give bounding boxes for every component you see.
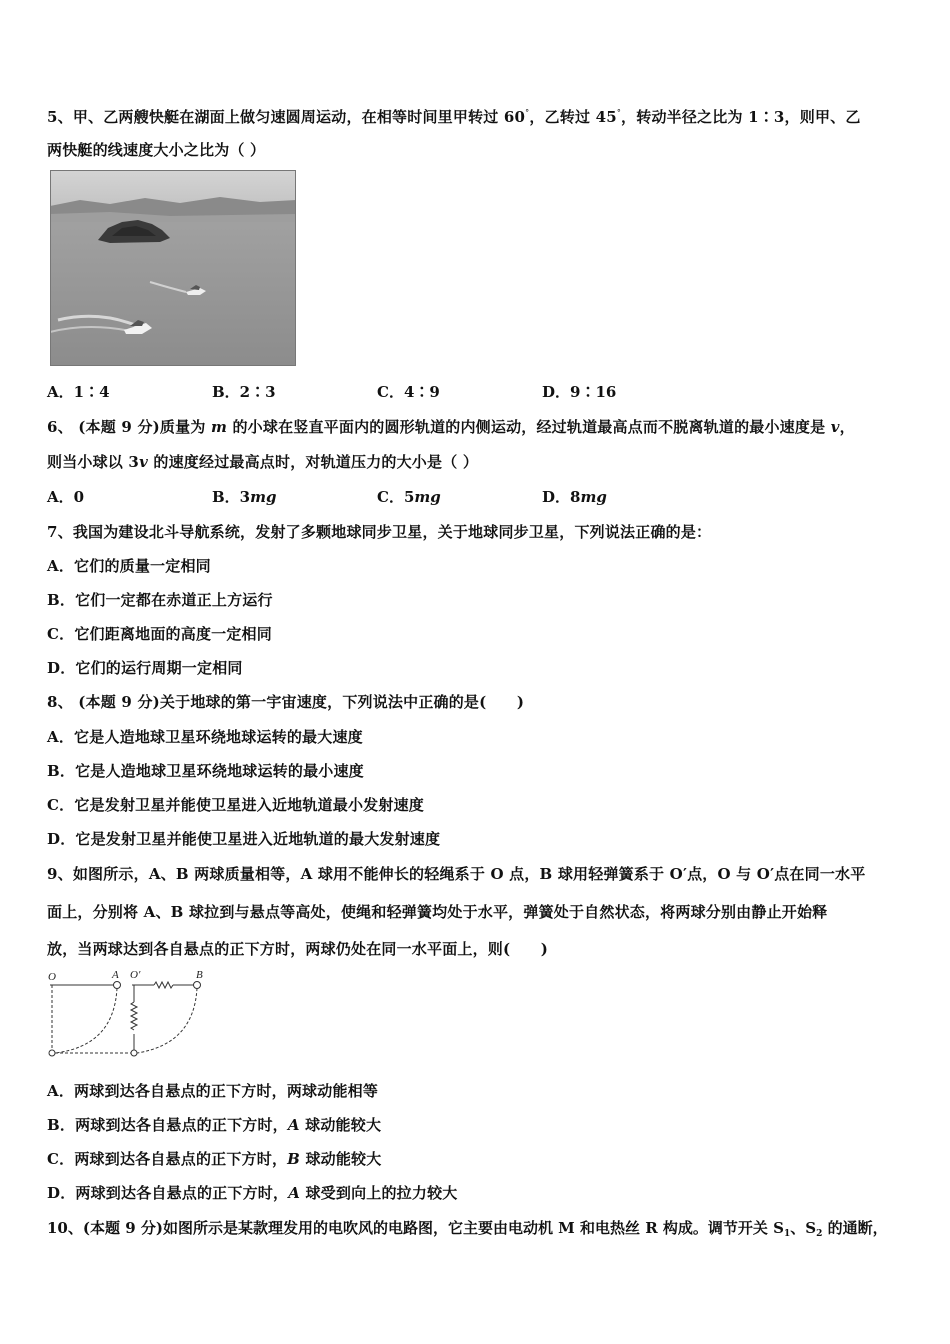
- spring-horizontal: [154, 982, 173, 988]
- q5-stem-line1: 5、甲、乙两艘快艇在湖面上做匀速圆周运动，在相等时间里甲转过 60°，乙转过 45°，转动半径之比为 1∶3，则甲、乙: [47, 108, 861, 126]
- q9-option-c[interactable]: C．两球到达各自悬点的正下方时，B 球动能较大: [47, 1150, 382, 1168]
- q8-stem: 8、 (本题 9 分)关于地球的第一宇宙速度，下列说法中正确的是( ): [47, 693, 525, 711]
- q9-stem-line3: 放，当两球达到各自悬点的正下方时，两球仍处在同一水平面上，则( ): [47, 940, 548, 958]
- q7-option-b[interactable]: B．它们一定都在赤道正上方运行: [47, 591, 273, 609]
- q6-stem-line1: 6、 (本题 9 分)质量为 m 的小球在竖直平面内的圆形轨道的内侧运动，经过轨道最高点而不脱离轨道的最小速度是 v，: [47, 418, 855, 436]
- q5-option-c[interactable]: C．4∶9: [377, 383, 440, 401]
- ball-b: [194, 982, 201, 989]
- q6-option-b[interactable]: B．3mg: [212, 488, 277, 506]
- q9-stem-line1: 9、如图所示，A、B 两球质量相等，A 球用不能伸长的轻绳系于 O 点，B 球用轻弹簧系于 O′点，O 与 O′点在同一水平: [47, 865, 866, 883]
- q10-stem-line1: 10、(本题 9 分)如图所示是某款理发用的电吹风的电路图，它主要由电动机 M 和电热丝 R 构成。调节开关 $S_1$、$S_2$ 的通断，: [47, 1219, 888, 1239]
- q8-option-b[interactable]: B．它是人造地球卫星环绕地球运转的最小速度: [47, 762, 364, 780]
- pendulum-spring-diagram: [44, 966, 214, 1061]
- q8-option-c[interactable]: C．它是发射卫星并能使卫星进入近地轨道最小发射速度: [47, 796, 424, 814]
- q9-stem-line2: 面上，分别将 A、B 球拉到与悬点等高处，使绳和轻弹簧均处于水平，弹簧处于自然状态，将两球分别由静止开始释: [47, 903, 828, 921]
- q5-option-d[interactable]: D．9∶16: [542, 383, 617, 401]
- q8-option-a[interactable]: A．它是人造地球卫星环绕地球运转的最大速度: [47, 728, 363, 746]
- ball-a: [114, 982, 121, 989]
- q5-stem-line2: 两快艇的线速度大小之比为（ ）: [47, 141, 266, 159]
- ball-b-path: [137, 988, 197, 1053]
- q7-option-a[interactable]: A．它们的质量一定相同: [47, 557, 211, 575]
- q9-option-a[interactable]: A．两球到达各自悬点的正下方时，两球动能相等: [47, 1082, 379, 1100]
- q5-option-a[interactable]: A．1∶4: [47, 383, 110, 401]
- q9-option-b[interactable]: B．两球到达各自悬点的正下方时，A 球动能较大: [47, 1116, 382, 1134]
- q7-option-d[interactable]: D．它们的运行周期一定相同: [47, 659, 243, 677]
- q5-option-b[interactable]: B．2∶3: [212, 383, 276, 401]
- q8-option-d[interactable]: D．它是发射卫星并能使卫星进入近地轨道的最大发射速度: [47, 830, 441, 848]
- q6-option-c[interactable]: C．5mg: [377, 488, 441, 506]
- q9-option-d[interactable]: D．两球到达各自悬点的正下方时，A 球受到向上的拉力较大: [47, 1184, 458, 1202]
- q7-option-c[interactable]: C．它们距离地面的高度一定相同: [47, 625, 272, 643]
- q6-stem-line2: 则当小球以 3v 的速度经过最高点时，对轨道压力的大小是（ ）: [47, 453, 479, 471]
- label-a: A: [112, 969, 119, 981]
- q6-option-d[interactable]: D．8mg: [542, 488, 607, 506]
- speedboats-on-lake-photo: [50, 170, 296, 366]
- q6-option-a[interactable]: A．0: [47, 488, 85, 506]
- label-o-prime: O′: [130, 969, 141, 981]
- q7-stem: 7、我国为建设北斗导航系统，发射了多颗地球同步卫星，关于地球同步卫星，下列说法正确的是：: [47, 523, 712, 541]
- ball-a-path: [55, 988, 117, 1053]
- label-o: O: [48, 971, 56, 983]
- spring-vertical: [131, 1002, 137, 1030]
- label-b: B: [196, 969, 203, 981]
